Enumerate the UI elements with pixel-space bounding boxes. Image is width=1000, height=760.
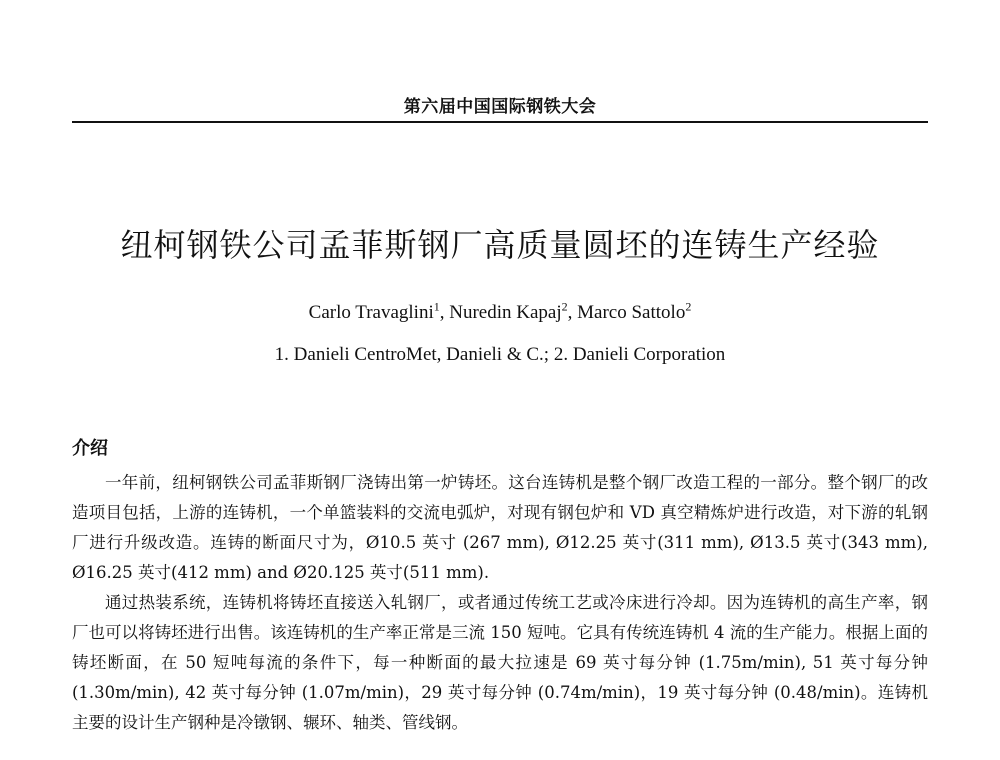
- author-name: Nuredin Kapaj: [449, 302, 562, 323]
- header-rule: [72, 121, 928, 123]
- author-affiliation-mark: 1: [433, 299, 440, 314]
- author-separator: ,: [439, 302, 450, 323]
- paragraph: 通过热装系统，连铸机将铸坯直接送入轧钢厂，或者通过传统工艺或冷床进行冷却。因为连铸机的高生产率，钢厂也可以将铸坯进行出售。该连铸机的生产率正常是三流 150 短吨。它具有传统连铸机 4 流的生产能力。根据上面的铸坯断面，在 50 短吨每流的条件下，每一种断面的最大拉速是 69 英寸每分钟 (1.75m/min), 51 英寸每分钟 (1.30m/min), 42 英寸每分钟 (1.07m/min)，29 英寸每分钟 (0.74m/min)，19 英寸每分钟 (0.48/min)。连铸机主要的设计生产钢种是冷镦钢、辗环、轴类、管线钢。: [72, 593, 928, 732]
- author-affiliation-mark: 2: [561, 299, 568, 314]
- author-name: Marco Sattolo: [577, 302, 686, 323]
- section-heading: 介绍: [72, 438, 108, 459]
- section-body: [72, 468, 928, 738]
- affiliations: 1. Danieli CentroMet, Danieli & C.; 2. Danieli Corporation: [274, 344, 726, 365]
- author-list: [72, 299, 928, 324]
- author-affiliation-mark: 2: [685, 299, 692, 314]
- running-header: 第六届中国国际钢铁大会: [403, 97, 597, 117]
- paper-title: 纽柯钢铁公司孟菲斯钢厂高质量圆坯的连铸生产经验: [120, 226, 880, 264]
- paragraph: 一年前，纽柯钢铁公司孟菲斯钢厂浇铸出第一炉铸坯。这台连铸机是整个钢厂改造工程的一部分。整个钢厂的改造项目包括，上游的连铸机，一个单篮装料的交流电弧炉，对现有钢包炉和 VD 真空精炼炉进行改造，对下游的轧钢厂进行升级改造。连铸的断面尺寸为，Ø10.5 英寸 (267 mm), Ø12.25 英寸(311 mm), Ø13.5 英寸(343 mm), Ø16.25 英寸(412 mm) and Ø20.125 英寸(511 mm).: [72, 473, 928, 582]
- author-name: Carlo Travaglini: [308, 302, 434, 323]
- author-separator: ,: [567, 302, 578, 323]
